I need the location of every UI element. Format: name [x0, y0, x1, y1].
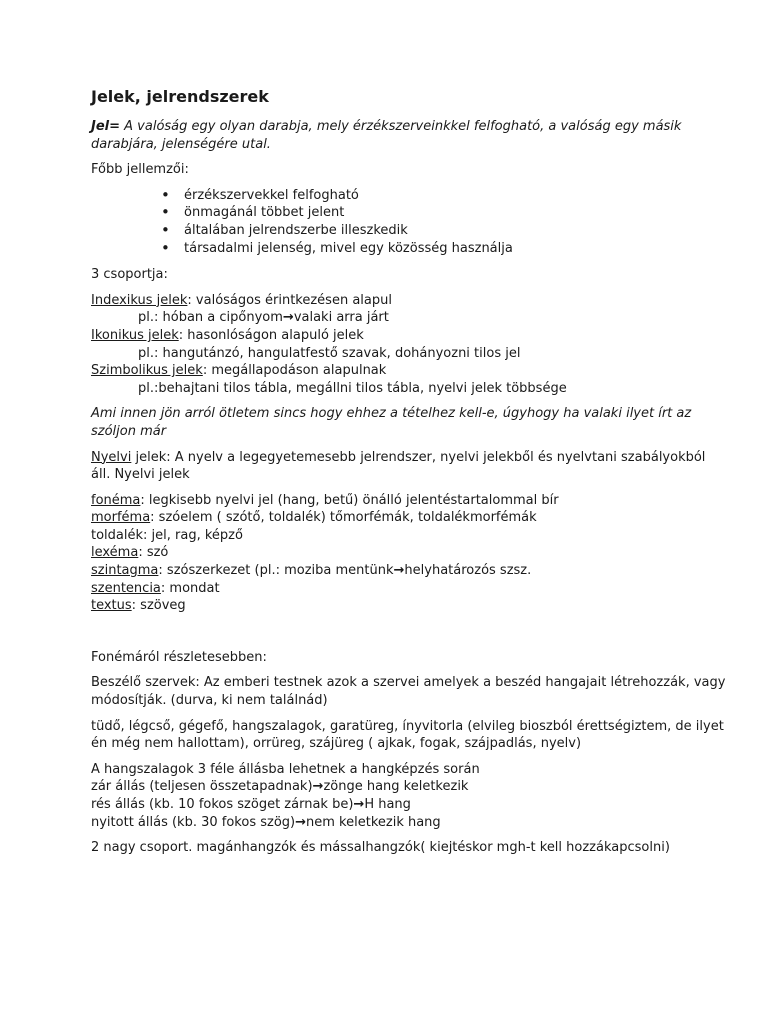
definition-term: Jel= [91, 119, 121, 134]
group-desc: : megállapodáson alapulnak [202, 363, 387, 379]
final-paragraph: 2 nagy csoport. magánhangzók és mássalhangzók( kiejtéskor mgh-t kell hozzákapcsolni) [91, 840, 670, 856]
unit-term: toldalék [91, 527, 144, 543]
group-name: Ikonikus jelek [91, 327, 179, 343]
list-item [91, 562, 728, 580]
features-heading: Főbb jellemzői: [91, 162, 189, 178]
language-term: Nyelvi [91, 449, 132, 465]
list-item [91, 814, 728, 832]
unit-text: : szó [138, 545, 169, 561]
positions-intro: A hangszalagok 3 féle állásba lehetnek a hangképzés során [91, 761, 480, 777]
organs-list-paragraph: tüdő, légcső, gégefő, hangszalagok, garatüreg, ínyvitorla (elvileg bioszból érettségiztem, de ilyet én még nem hallottam), orrüreg, szájüreg ( ajkak, fogak, szájpadlás, nyelv) [91, 718, 724, 752]
definition-paragraph [91, 118, 728, 153]
unit-term: lexéma [91, 545, 139, 561]
group-name: Indexikus jelek [91, 292, 188, 308]
position-text: rés állás (kb. 10 fokos szöget zárnak be) [91, 797, 354, 812]
language-text: jelek: A nyelv a legegyetemesebb jelrendszer, nyelvi jelekből és nyelvtani szabályokból áll. Nyelvi jelek [91, 449, 706, 483]
units-list [91, 492, 728, 615]
unit-term: szintagma [91, 563, 159, 579]
unit-term: morféma [91, 510, 151, 526]
group-name: Szimbolikus jelek [91, 363, 203, 379]
unit-text: helyhatározós szsz. [404, 563, 532, 579]
unit-text: : legkisebb nyelvi jel (hang, betű) önálló jelentéstartalommal bír [140, 492, 559, 508]
list-item [91, 544, 728, 562]
group-example: pl.:behajtani tilos tábla, megállni tilos tábla, nyelvi jelek többsége [138, 380, 567, 396]
language-paragraph [91, 449, 728, 484]
group-desc: : valóságos érintkezésen alapul [187, 292, 392, 308]
spacer [91, 623, 728, 649]
note-paragraph: Ami innen jön arról ötletem sincs hogy ehhez a tételhez kell-e, úgyhogy ha valaki ilyet írt az szóljon már [91, 406, 692, 439]
example-result: valaki arra járt [293, 310, 389, 326]
arrow-icon: → [282, 310, 294, 326]
groups-block [91, 292, 728, 398]
unit-text: : mondat [160, 580, 220, 596]
position-result: zönge hang keletkezik [323, 779, 469, 795]
speech-organs-paragraph: Beszélő szervek: Az emberi testnek azok a szervei amelyek a beszéd hangajait létrehozzák, vagy módosítják. (durva, ki nem találnád) [91, 675, 726, 709]
arrow-icon: → [295, 814, 307, 830]
group-example [91, 309, 728, 327]
list-item: • társadalmi jelenség, mivel egy közösség használja [184, 240, 728, 258]
definition-text: A valóság egy olyan darabja, mely érzékszerveinkkel felfogható, a valóság egy másik darabjára, jelenségére utal. [91, 119, 682, 152]
list-item: • érzékszervekkel felfogható [184, 187, 728, 205]
unit-term: szentencia [91, 580, 161, 596]
arrow-icon: → [312, 779, 324, 795]
unit-term: fonéma [91, 492, 141, 508]
position-result: H hang [364, 797, 411, 812]
arrow-icon: → [353, 797, 365, 812]
list-item: • általában jelrendszerbe illeszkedik [184, 222, 728, 240]
position-result: nem keletkezik hang [306, 814, 441, 830]
list-item [91, 796, 728, 814]
features-list [91, 187, 728, 257]
list-item [91, 597, 728, 615]
list-item [91, 509, 728, 527]
page-title: Jelek, jelrendszerek [91, 87, 269, 106]
list-item [91, 492, 728, 510]
unit-text: : jel, rag, képző [143, 527, 243, 543]
arrow-icon: → [393, 563, 405, 579]
list-item [91, 778, 728, 796]
unit-term: textus [91, 598, 132, 614]
groups-heading: 3 csoportja: [91, 267, 168, 283]
position-text: zár állás (teljesen összetapadnak) [91, 779, 313, 795]
group-example: pl.: hangutánzó, hangulatfestő szavak, dohányozni tilos jel [138, 345, 521, 361]
group-desc: : hasonlóságon alapuló jelek [178, 327, 364, 343]
group-line [91, 362, 728, 380]
list-item [91, 580, 728, 598]
unit-text: : szószerkezet (pl.: moziba mentünk [158, 563, 394, 579]
unit-text: : szöveg [131, 598, 186, 614]
positions-block [91, 761, 728, 831]
position-text: nyitott állás (kb. 30 fokos szög) [91, 814, 296, 830]
unit-text: : szóelem ( szótő, toldalék) tőmorfémák, toldalékmorfémák [150, 510, 537, 526]
phoneme-heading: Fonémáról részletesebben: [91, 649, 267, 665]
group-line [91, 292, 728, 310]
list-item [91, 527, 728, 545]
group-line [91, 327, 728, 345]
example-text: pl.: hóban a cipőnyom [138, 310, 283, 326]
list-item: • önmagánál többet jelent [184, 204, 728, 222]
